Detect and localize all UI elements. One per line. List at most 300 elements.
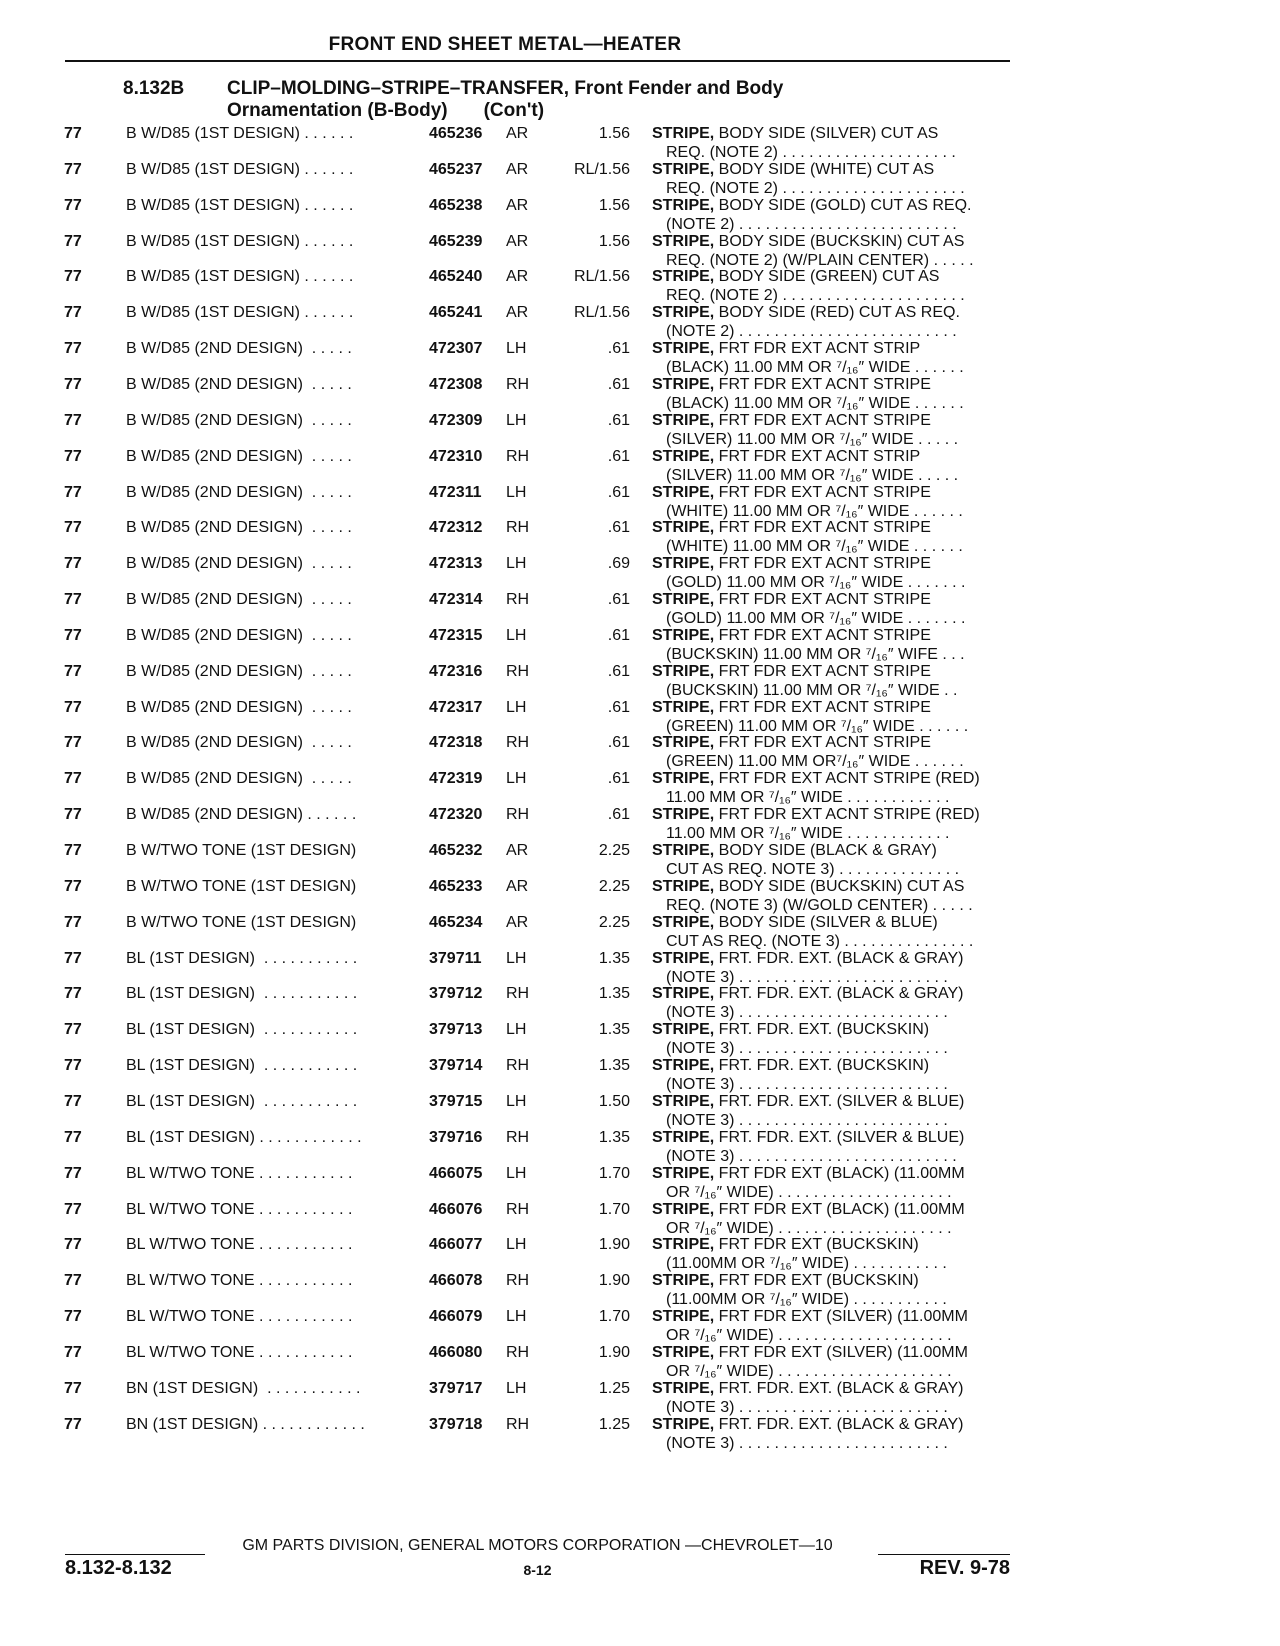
description-keyword: STRIPE, xyxy=(652,985,715,1003)
model-cell: B W/D85 (2ND DESIGN) . . . . . xyxy=(126,519,352,537)
description-continuation: (NOTE 3) . . . . . . . . . . . . . . . . . . . . . . . . xyxy=(666,1111,948,1129)
part-number-cell: 472319 xyxy=(429,770,483,788)
description-keyword: STRIPE, xyxy=(652,196,715,214)
length-cell: 1.35 xyxy=(598,1057,630,1075)
year-cell: 77 xyxy=(64,1092,82,1110)
year-cell: 77 xyxy=(64,842,82,859)
description-keyword: STRIPE, xyxy=(652,519,715,537)
year-cell: 77 xyxy=(64,1021,82,1039)
description-keyword: STRIPE, xyxy=(652,1057,715,1075)
position-cell: RH xyxy=(506,591,530,609)
year-cell: 77 xyxy=(64,1415,82,1433)
description-text: FRT FDR EXT ACNT STRIPE xyxy=(714,734,931,752)
length-cell: 1.35 xyxy=(598,949,630,967)
description-text: FRT FDR EXT (BUCKSKIN) xyxy=(714,1236,919,1254)
part-number-cell: 379713 xyxy=(429,1021,483,1039)
parts-row xyxy=(0,984,1280,1020)
description-keyword: STRIPE, xyxy=(652,125,715,142)
description-continuation: 11.00 MM OR ⁷/₁₆″ WIDE . . . . . . . . . . . . xyxy=(666,825,950,843)
parts-row xyxy=(0,662,1280,698)
description-keyword: STRIPE, xyxy=(652,268,715,286)
part-number-cell: 472307 xyxy=(429,340,483,358)
parts-row xyxy=(0,1415,1280,1451)
part-number-cell: 465240 xyxy=(429,268,483,286)
part-number-cell: 379712 xyxy=(429,985,483,1003)
parts-row xyxy=(0,1343,1280,1379)
description-cell xyxy=(652,698,1012,736)
description-keyword: STRIPE, xyxy=(652,913,715,931)
part-number-cell: 466078 xyxy=(429,1272,483,1290)
length-cell: .69 xyxy=(607,555,630,573)
parts-row xyxy=(0,590,1280,626)
part-number-cell: 466075 xyxy=(429,1164,483,1182)
part-number-cell: 465239 xyxy=(429,232,483,250)
description-text: FRT. FDR. EXT. (BLACK & GRAY) xyxy=(714,949,964,967)
description-cell xyxy=(652,267,1012,305)
description-keyword: STRIPE, xyxy=(652,160,715,178)
length-cell: RL/1.56 xyxy=(573,304,630,322)
description-continuation: (NOTE 3) . . . . . . . . . . . . . . . . . . . . . . . . . xyxy=(666,1147,957,1165)
description-text: FRT FDR EXT ACNT STRIPE xyxy=(714,591,931,609)
description-keyword: STRIPE, xyxy=(652,447,715,465)
description-text: FRT. FDR. EXT. (SILVER & BLUE) xyxy=(714,1128,965,1146)
model-cell: B W/D85 (2ND DESIGN) . . . . . xyxy=(126,770,352,788)
part-number-cell: 472310 xyxy=(429,447,483,465)
parts-row xyxy=(0,1235,1280,1271)
description-continuation: (GREEN) 11.00 MM OR ⁷/₁₆″ WIDE . . . . . . xyxy=(666,717,969,735)
model-cell: BL (1ST DESIGN) . . . . . . . . . . . . xyxy=(126,1128,362,1146)
description-text: FRT FDR EXT ACNT STRIPE (RED) xyxy=(714,806,980,824)
description-continuation: REQ. (NOTE 2) . . . . . . . . . . . . . . . . . . . . . xyxy=(666,287,965,305)
length-cell: 1.50 xyxy=(598,1092,630,1110)
description-keyword: STRIPE, xyxy=(652,483,715,501)
length-cell: 1.70 xyxy=(598,1164,630,1182)
parts-row xyxy=(0,447,1280,483)
year-cell: 77 xyxy=(64,1308,82,1326)
description-cell xyxy=(652,1415,1012,1453)
model-cell: BL (1ST DESIGN) . . . . . . . . . . . xyxy=(126,1057,358,1075)
description-keyword: STRIPE, xyxy=(652,1308,715,1326)
position-cell: AR xyxy=(506,196,529,214)
description-text: FRT FDR EXT ACNT STRIP xyxy=(714,447,921,465)
description-cell xyxy=(652,339,1012,377)
parts-row xyxy=(0,1307,1280,1343)
year-cell: 77 xyxy=(64,268,82,286)
position-cell: LH xyxy=(506,1379,527,1397)
length-cell: 1.90 xyxy=(598,1236,630,1254)
description-continuation: (NOTE 2) . . . . . . . . . . . . . . . . . . . . . . . . . xyxy=(666,215,957,233)
description-continuation: (SILVER) 11.00 MM OR ⁷/₁₆″ WIDE . . . . . xyxy=(666,466,959,484)
part-number-cell: 472315 xyxy=(429,626,483,644)
year-cell: 77 xyxy=(64,734,82,752)
title-divider xyxy=(65,60,1010,62)
position-cell: LH xyxy=(506,1021,527,1039)
description-continuation: CUT AS REQ. NOTE 3) . . . . . . . . . . . . . . xyxy=(666,861,960,878)
year-cell: 77 xyxy=(64,483,82,501)
description-keyword: STRIPE, xyxy=(652,626,715,644)
description-text: BODY SIDE (BUCKSKIN) CUT AS xyxy=(714,877,965,895)
model-cell: BL W/TWO TONE . . . . . . . . . . . xyxy=(126,1308,353,1326)
position-cell: LH xyxy=(506,340,527,358)
section-title-line2: Ornamentation (B-Body) xyxy=(227,100,448,121)
year-cell: 77 xyxy=(64,591,82,609)
description-continuation: (BLACK) 11.00 MM OR ⁷/₁₆″ WIDE . . . . . . xyxy=(666,359,964,377)
description-keyword: STRIPE, xyxy=(652,1415,715,1433)
description-keyword: STRIPE, xyxy=(652,375,715,393)
model-cell: BL (1ST DESIGN) . . . . . . . . . . . xyxy=(126,1092,358,1110)
description-keyword: STRIPE, xyxy=(652,842,715,859)
description-cell xyxy=(652,1200,1012,1238)
description-cell xyxy=(652,1020,1012,1058)
description-cell xyxy=(652,841,1012,879)
description-continuation: REQ. (NOTE 2) . . . . . . . . . . . . . . . . . . . . xyxy=(666,144,956,161)
description-continuation: (BUCKSKIN) 11.00 MM OR ⁷/₁₆″ WIDE . . xyxy=(666,681,958,699)
description-text: FRT FDR EXT (BLACK) (11.00MM xyxy=(714,1164,965,1182)
description-cell xyxy=(652,805,1012,843)
position-cell: LH xyxy=(506,555,527,573)
position-cell: RH xyxy=(506,1415,530,1433)
description-text: BODY SIDE (RED) CUT AS REQ. xyxy=(714,304,960,322)
part-number-cell: 465238 xyxy=(429,196,483,214)
part-number-cell: 472316 xyxy=(429,662,483,680)
length-cell: .61 xyxy=(607,770,630,788)
description-text: FRT FDR EXT ACNT STRIPE xyxy=(714,698,931,716)
position-cell: RH xyxy=(506,662,530,680)
year-cell: 77 xyxy=(64,1379,82,1397)
description-keyword: STRIPE, xyxy=(652,1236,715,1254)
description-keyword: STRIPE, xyxy=(652,591,715,609)
part-number-cell: 472312 xyxy=(429,519,483,537)
footer-organization: GM PARTS DIVISION, GENERAL MOTORS CORPORATION —CHEVROLET—10 xyxy=(242,1537,833,1554)
model-cell: BL W/TWO TONE . . . . . . . . . . . xyxy=(126,1200,353,1218)
model-cell: B W/D85 (2ND DESIGN) . . . . . xyxy=(126,662,352,680)
length-cell: 2.25 xyxy=(598,913,630,931)
model-cell: BL W/TWO TONE . . . . . . . . . . . xyxy=(126,1343,353,1361)
description-text: FRT FDR EXT ACNT STRIPE xyxy=(714,662,931,680)
year-cell: 77 xyxy=(64,1057,82,1075)
description-continuation: REQ. (NOTE 3) (W/GOLD CENTER) . . . . . xyxy=(666,896,973,914)
model-cell: B W/D85 (1ST DESIGN) . . . . . . xyxy=(126,232,354,250)
position-cell: LH xyxy=(506,1308,527,1326)
model-cell: B W/D85 (2ND DESIGN) . . . . . xyxy=(126,591,352,609)
description-keyword: STRIPE, xyxy=(652,662,715,680)
description-keyword: STRIPE, xyxy=(652,1200,715,1218)
description-keyword: STRIPE, xyxy=(652,555,715,573)
length-cell: 1.70 xyxy=(598,1308,630,1326)
year-cell: 77 xyxy=(64,196,82,214)
model-cell: B W/D85 (2ND DESIGN) . . . . . xyxy=(126,626,352,644)
part-number-cell: 379718 xyxy=(429,1415,483,1433)
description-cell xyxy=(652,769,1012,807)
description-cell xyxy=(652,590,1012,628)
description-keyword: STRIPE, xyxy=(652,1128,715,1146)
position-cell: LH xyxy=(506,1164,527,1182)
description-cell xyxy=(652,626,1012,664)
year-cell: 77 xyxy=(64,1128,82,1146)
section-continued: (Con't) xyxy=(483,100,545,121)
description-text: BODY SIDE (SILVER & BLUE) xyxy=(714,913,938,931)
length-cell: .61 xyxy=(607,806,630,824)
description-text: BODY SIDE (GOLD) CUT AS REQ. xyxy=(714,196,972,214)
description-keyword: STRIPE, xyxy=(652,877,715,895)
description-continuation: CUT AS REQ. (NOTE 3) . . . . . . . . . . . . . . . xyxy=(666,932,974,950)
description-text: BODY SIDE (GREEN) CUT AS xyxy=(714,268,940,286)
part-number-cell: 465234 xyxy=(429,913,483,931)
parts-row xyxy=(0,769,1280,805)
parts-row xyxy=(0,1056,1280,1092)
parts-row xyxy=(0,267,1280,303)
footer-section-range: 8.132-8.132 xyxy=(65,1557,172,1579)
length-cell: .61 xyxy=(607,519,630,537)
description-text: FRT FDR EXT ACNT STRIPE xyxy=(714,483,931,501)
year-cell: 77 xyxy=(64,770,82,788)
description-continuation: (11.00MM OR ⁷/₁₆″ WIDE) . . . . . . . . . . . xyxy=(666,1291,947,1309)
model-cell: B W/TWO TONE (1ST DESIGN) xyxy=(126,842,357,859)
description-cell xyxy=(652,232,1012,270)
description-text: BODY SIDE (BUCKSKIN) CUT AS xyxy=(714,232,965,250)
parts-row xyxy=(0,411,1280,447)
model-cell: BL W/TWO TONE . . . . . . . . . . . xyxy=(126,1164,353,1182)
description-text: FRT. FDR. EXT. (BLACK & GRAY) xyxy=(714,1415,964,1433)
parts-row xyxy=(0,698,1280,734)
description-text: FRT FDR EXT ACNT STRIPE xyxy=(714,519,931,537)
position-cell: LH xyxy=(506,626,527,644)
description-continuation: (BLACK) 11.00 MM OR ⁷/₁₆″ WIDE . . . . . . xyxy=(666,394,964,412)
position-cell: RH xyxy=(506,1128,530,1146)
description-continuation: (GOLD) 11.00 MM OR ⁷/₁₆″ WIDE . . . . . . . xyxy=(666,610,966,628)
description-cell xyxy=(652,913,1012,951)
description-keyword: STRIPE, xyxy=(652,232,715,250)
year-cell: 77 xyxy=(64,985,82,1003)
part-number-cell: 465233 xyxy=(429,877,483,895)
parts-row xyxy=(0,1164,1280,1200)
description-continuation: OR ⁷/₁₆″ WIDE) . . . . . . . . . . . . . . . . . . . . xyxy=(666,1183,952,1201)
year-cell: 77 xyxy=(64,626,82,644)
parts-row xyxy=(0,554,1280,590)
page-title: FRONT END SHEET METAL—HEATER xyxy=(328,34,682,55)
description-continuation: (NOTE 3) . . . . . . . . . . . . . . . . . . . . . . . . xyxy=(666,1076,948,1094)
description-keyword: STRIPE, xyxy=(652,304,715,322)
model-cell: B W/D85 (1ST DESIGN) . . . . . . xyxy=(126,196,354,214)
position-cell: RH xyxy=(506,447,530,465)
position-cell: AR xyxy=(506,304,529,322)
year-cell: 77 xyxy=(64,232,82,250)
model-cell: BL W/TWO TONE . . . . . . . . . . . xyxy=(126,1272,353,1290)
description-text: FRT. FDR. EXT. (BLACK & GRAY) xyxy=(714,985,964,1003)
length-cell: 1.70 xyxy=(598,1200,630,1218)
description-continuation: (11.00MM OR ⁷/₁₆″ WIDE) . . . . . . . . . . . xyxy=(666,1255,947,1273)
part-number-cell: 472317 xyxy=(429,698,483,716)
description-keyword: STRIPE, xyxy=(652,1164,715,1182)
description-cell xyxy=(652,1343,1012,1381)
model-cell: B W/D85 (1ST DESIGN) . . . . . . xyxy=(126,160,354,178)
description-continuation: (GREEN) 11.00 MM OR⁷/₁₆″ WIDE . . . . . . xyxy=(666,753,964,771)
part-number-cell: 466080 xyxy=(429,1343,483,1361)
description-text: FRT FDR EXT (BUCKSKIN) xyxy=(714,1272,919,1290)
description-cell xyxy=(652,483,1012,521)
length-cell: 1.35 xyxy=(598,1128,630,1146)
description-cell xyxy=(652,196,1012,234)
description-keyword: STRIPE, xyxy=(652,1272,715,1290)
year-cell: 77 xyxy=(64,375,82,393)
position-cell: RH xyxy=(506,806,530,824)
model-cell: BN (1ST DESIGN) . . . . . . . . . . . xyxy=(126,1379,361,1397)
model-cell: B W/TWO TONE (1ST DESIGN) xyxy=(126,913,357,931)
part-number-cell: 466077 xyxy=(429,1236,483,1254)
part-number-cell: 379714 xyxy=(429,1057,483,1075)
description-continuation: OR ⁷/₁₆″ WIDE) . . . . . . . . . . . . . . . . . . . . xyxy=(666,1219,952,1237)
length-cell: 1.35 xyxy=(598,985,630,1003)
footer-page-number: 8-12 xyxy=(523,1562,552,1578)
description-cell xyxy=(652,733,1012,771)
parts-row xyxy=(0,626,1280,662)
length-cell: 1.25 xyxy=(598,1379,630,1397)
parts-row xyxy=(0,375,1280,411)
model-cell: B W/D85 (2ND DESIGN) . . . . . xyxy=(126,483,352,501)
length-cell: 1.90 xyxy=(598,1343,630,1361)
length-cell: .61 xyxy=(607,662,630,680)
model-cell: B W/D85 (2ND DESIGN) . . . . . xyxy=(126,447,352,465)
position-cell: LH xyxy=(506,949,527,967)
description-cell xyxy=(652,124,1012,162)
description-cell xyxy=(652,1056,1012,1094)
description-text: BODY SIDE (WHITE) CUT AS xyxy=(714,160,935,178)
position-cell: AR xyxy=(506,125,529,142)
description-keyword: STRIPE, xyxy=(652,806,715,824)
length-cell: .61 xyxy=(607,340,630,358)
parts-row xyxy=(0,1200,1280,1236)
year-cell: 77 xyxy=(64,1164,82,1182)
description-cell xyxy=(652,411,1012,449)
position-cell: AR xyxy=(506,268,529,286)
year-cell: 77 xyxy=(64,1343,82,1361)
parts-row xyxy=(0,303,1280,339)
length-cell: 2.25 xyxy=(598,877,630,895)
length-cell: .61 xyxy=(607,698,630,716)
year-cell: 77 xyxy=(64,1200,82,1218)
position-cell: AR xyxy=(506,160,529,178)
position-cell: RH xyxy=(506,375,530,393)
parts-row xyxy=(0,518,1280,554)
model-cell: BN (1ST DESIGN) . . . . . . . . . . . . xyxy=(126,1415,365,1433)
part-number-cell: 472308 xyxy=(429,375,483,393)
description-text: FRT FDR EXT ACNT STRIPE xyxy=(714,555,931,573)
description-text: FRT FDR EXT ACNT STRIPE (RED) xyxy=(714,770,980,788)
parts-row xyxy=(0,913,1280,949)
description-cell xyxy=(652,984,1012,1022)
description-cell xyxy=(652,1379,1012,1417)
part-number-cell: 465232 xyxy=(429,842,483,859)
model-cell: B W/D85 (2ND DESIGN) . . . . . xyxy=(126,734,352,752)
length-cell: RL/1.56 xyxy=(573,268,630,286)
description-text: BODY SIDE (BLACK & GRAY) xyxy=(714,842,937,859)
part-number-cell: 472314 xyxy=(429,591,483,609)
year-cell: 77 xyxy=(64,340,82,358)
model-cell: B W/D85 (2ND DESIGN) . . . . . xyxy=(126,698,352,716)
part-number-cell: 472320 xyxy=(429,806,483,824)
parts-row xyxy=(0,949,1280,985)
position-cell: RH xyxy=(506,1057,530,1075)
description-keyword: STRIPE, xyxy=(652,734,715,752)
description-keyword: STRIPE, xyxy=(652,340,715,358)
parts-row xyxy=(0,1379,1280,1415)
description-keyword: STRIPE, xyxy=(652,770,715,788)
part-number-cell: 465236 xyxy=(429,125,483,142)
description-continuation: OR ⁷/₁₆″ WIDE) . . . . . . . . . . . . . . . . . . . . xyxy=(666,1362,952,1380)
description-cell xyxy=(652,1164,1012,1202)
description-keyword: STRIPE, xyxy=(652,1343,715,1361)
position-cell: RH xyxy=(506,985,530,1003)
model-cell: B W/D85 (2ND DESIGN) . . . . . xyxy=(126,555,352,573)
part-number-cell: 379716 xyxy=(429,1128,483,1146)
position-cell: AR xyxy=(506,877,529,895)
year-cell: 77 xyxy=(64,877,82,895)
model-cell: B W/TWO TONE (1ST DESIGN) xyxy=(126,877,357,895)
description-keyword: STRIPE, xyxy=(652,1379,715,1397)
length-cell: .61 xyxy=(607,411,630,429)
position-cell: RH xyxy=(506,1200,530,1218)
part-number-cell: 379711 xyxy=(429,949,482,967)
position-cell: AR xyxy=(506,232,529,250)
position-cell: LH xyxy=(506,770,527,788)
description-cell xyxy=(652,877,1012,915)
section-number: 8.132B xyxy=(123,78,185,99)
position-cell: LH xyxy=(506,411,527,429)
year-cell: 77 xyxy=(64,160,82,178)
description-text: FRT FDR EXT ACNT STRIP xyxy=(714,340,921,358)
description-text: FRT. FDR. EXT. (SILVER & BLUE) xyxy=(714,1092,965,1110)
description-keyword: STRIPE, xyxy=(652,1092,715,1110)
length-cell: RL/1.56 xyxy=(573,160,630,178)
model-cell: BL W/TWO TONE . . . . . . . . . . . xyxy=(126,1236,353,1254)
parts-row xyxy=(0,733,1280,769)
description-text: FRT FDR EXT (SILVER) (11.00MM xyxy=(714,1343,968,1361)
description-cell xyxy=(652,447,1012,485)
description-text: FRT FDR EXT (BLACK) (11.00MM xyxy=(714,1200,965,1218)
description-continuation: (WHITE) 11.00 MM OR ⁷/₁₆″ WIDE . . . . . . xyxy=(666,538,963,556)
length-cell: .61 xyxy=(607,447,630,465)
length-cell: 1.25 xyxy=(598,1415,630,1433)
part-number-cell: 472311 xyxy=(429,483,482,501)
description-continuation: 11.00 MM OR ⁷/₁₆″ WIDE . . . . . . . . . . . . xyxy=(666,789,950,807)
length-cell: .61 xyxy=(607,734,630,752)
position-cell: LH xyxy=(506,483,527,501)
description-continuation: (BUCKSKIN) 11.00 MM OR ⁷/₁₆″ WIFE . . . xyxy=(666,645,965,663)
description-continuation: (NOTE 3) . . . . . . . . . . . . . . . . . . . . . . . . xyxy=(666,1434,948,1452)
description-text: FRT FDR EXT ACNT STRIPE xyxy=(714,375,931,393)
description-text: FRT. FDR. EXT. (BUCKSKIN) xyxy=(714,1057,930,1075)
description-text: BODY SIDE (SILVER) CUT AS xyxy=(714,125,939,142)
model-cell: B W/D85 (1ST DESIGN) . . . . . . xyxy=(126,125,354,142)
model-cell: B W/D85 (1ST DESIGN) . . . . . . xyxy=(126,304,354,322)
parts-row xyxy=(0,1271,1280,1307)
description-cell xyxy=(652,1271,1012,1309)
position-cell: LH xyxy=(506,1092,527,1110)
parts-row xyxy=(0,160,1280,196)
year-cell: 77 xyxy=(64,447,82,465)
parts-row xyxy=(0,805,1280,841)
section-heading xyxy=(123,78,783,122)
parts-row xyxy=(0,877,1280,913)
position-cell: AR xyxy=(506,913,529,931)
position-cell: RH xyxy=(506,1272,530,1290)
position-cell: AR xyxy=(506,842,529,859)
description-cell xyxy=(652,518,1012,556)
parts-row xyxy=(0,1128,1280,1164)
model-cell: B W/D85 (2ND DESIGN) . . . . . xyxy=(126,340,352,358)
description-continuation: (GOLD) 11.00 MM OR ⁷/₁₆″ WIDE . . . . . . . xyxy=(666,574,966,592)
part-number-cell: 472318 xyxy=(429,734,483,752)
